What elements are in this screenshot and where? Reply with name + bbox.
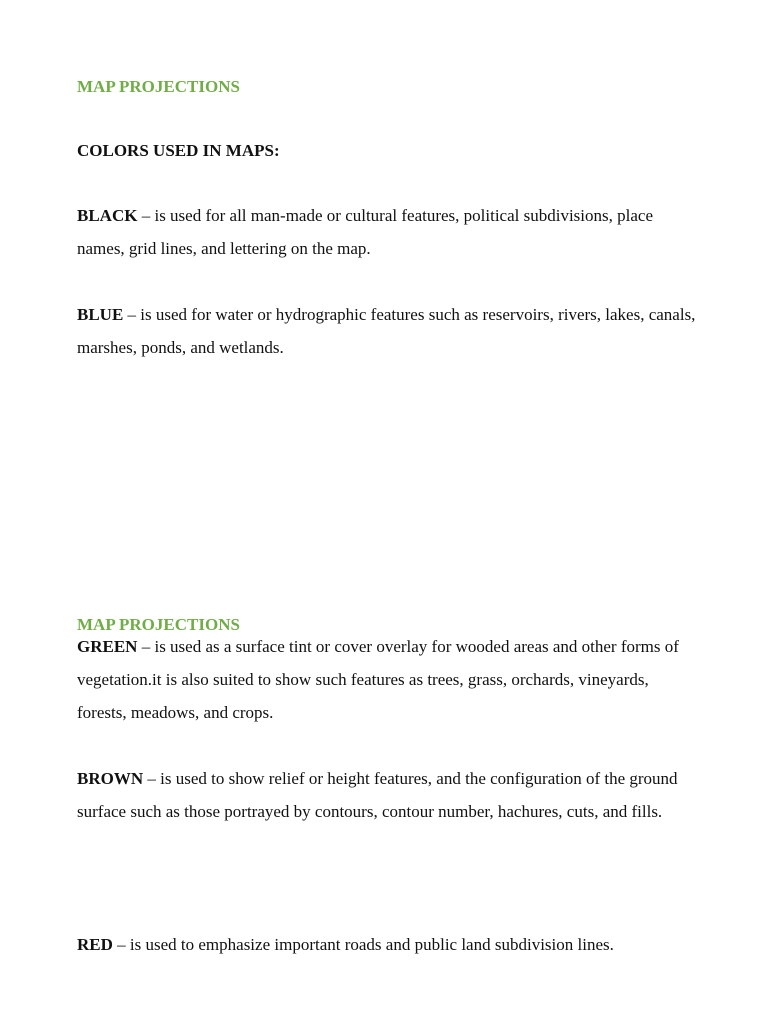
entry-description: – is used to emphasize important roads and public land subdivision lines. (112, 935, 614, 954)
entry-term: BLACK (77, 206, 138, 225)
section-heading-map-projections: MAP PROJECTIONS (77, 77, 240, 96)
entry-description: – is used for all man-made or cultural features, political subdivisions, place names, grid lines, and lettering on the map. (77, 206, 653, 258)
entry-description: – is used as a surface tint or cover overlay for wooded areas and other forms of vegetation.it is also suited to show such features as trees, grass, orchards, vineyards, forests, meadows, and crops. (77, 637, 679, 722)
entry-green (77, 630, 697, 729)
entry-term: BLUE (77, 305, 124, 324)
colors-used-title: COLORS USED IN MAPS: (77, 141, 280, 160)
entry-red (77, 928, 717, 961)
entry-term: RED (77, 935, 113, 954)
entry-blue (77, 298, 697, 364)
section-heading-map-projections-2: MAP PROJECTIONS (77, 615, 240, 634)
entry-term: GREEN (77, 637, 138, 656)
entry-description: – is used to show relief or height features, and the configuration of the ground surface such as those portrayed by contours, contour number, hachures, cuts, and fills. (77, 769, 678, 821)
entry-black (77, 199, 697, 265)
entry-term: BROWN (77, 769, 144, 788)
entry-description: – is used for water or hydrographic features such as reservoirs, rivers, lakes, canals, marshes, ponds, and wetlands. (77, 305, 696, 357)
entry-brown (77, 762, 697, 828)
